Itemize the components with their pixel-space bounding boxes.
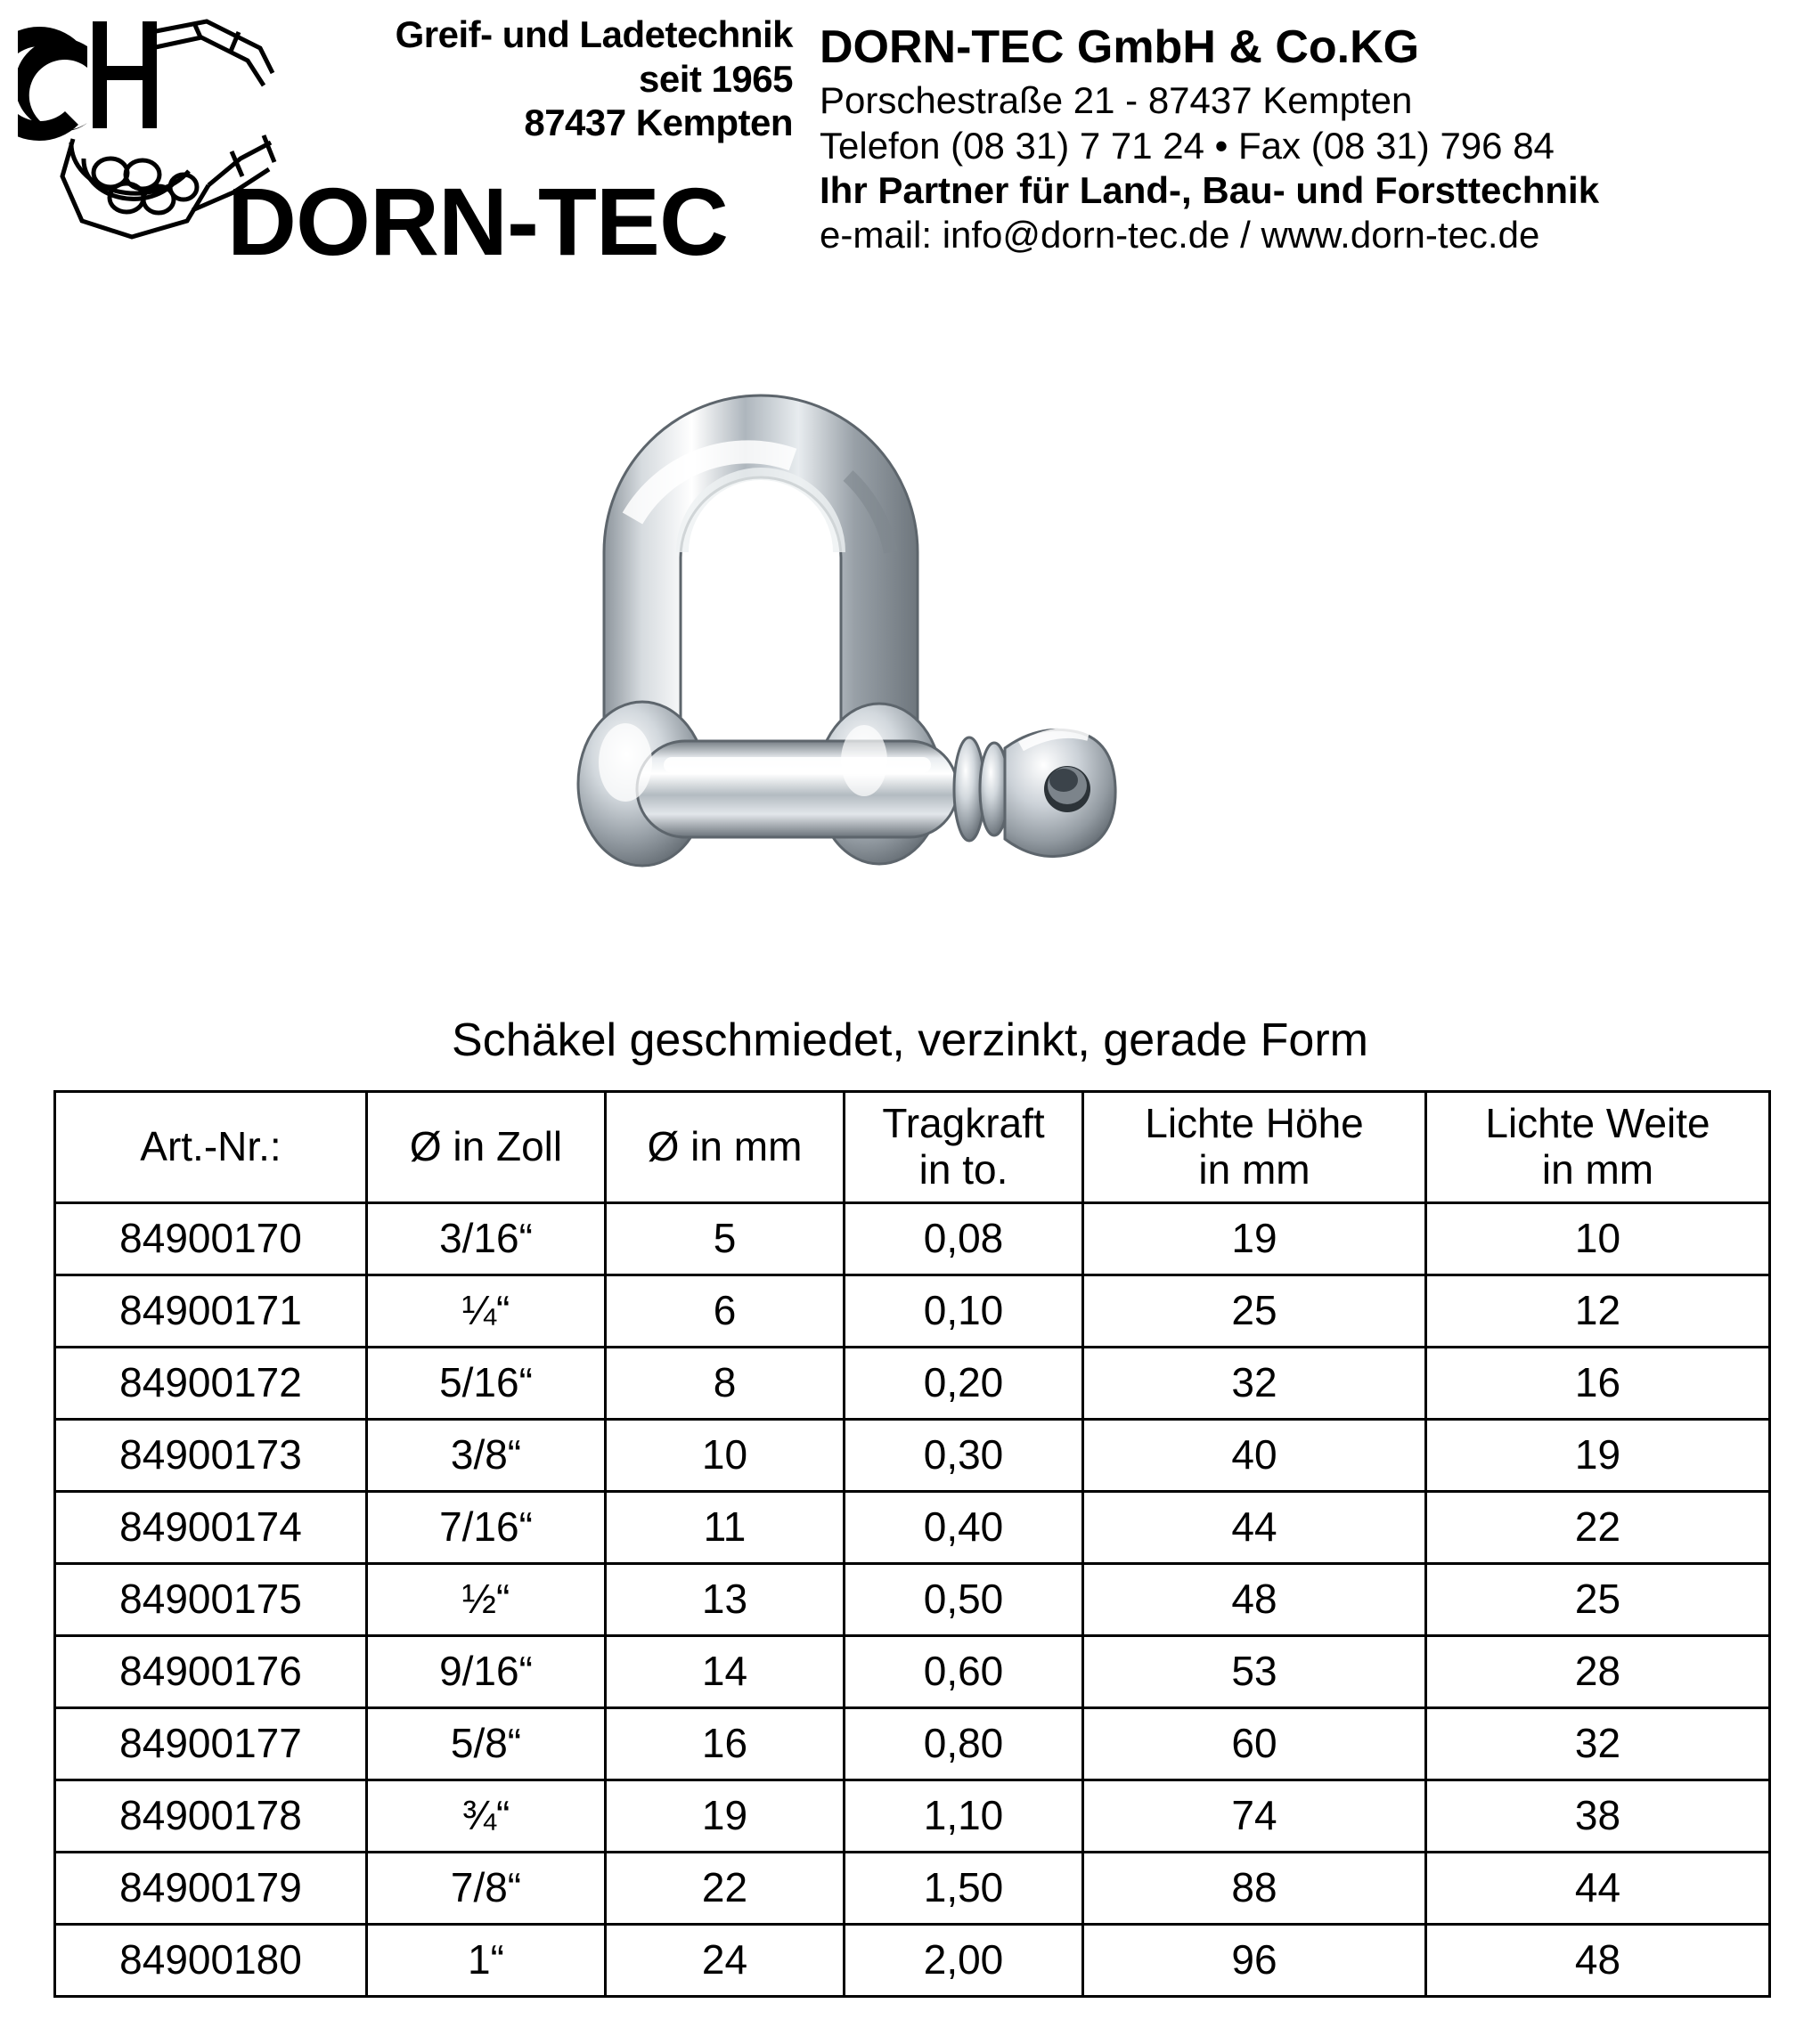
col-header-load-capacity-line1: Tragkraft: [882, 1100, 1045, 1147]
col-header-clear-height-line1: Lichte Höhe: [1145, 1100, 1364, 1147]
col-header-artnr: [55, 1092, 367, 1203]
cell-load-capacity: 1,10: [845, 1780, 1083, 1853]
cell-diameter-inch: 7/8“: [367, 1853, 606, 1925]
spec-table-body: [55, 1203, 1770, 1997]
table-row: [55, 1780, 1770, 1853]
cell-load-capacity: 0,20: [845, 1348, 1083, 1420]
company-name: DORN-TEC GmbH & Co.KG: [820, 21, 1420, 73]
col-header-diameter-inch-line1: Ø in Zoll: [409, 1123, 563, 1170]
cell-clear-width: 32: [1426, 1708, 1770, 1780]
cell-clear-width: 48: [1426, 1925, 1770, 1997]
cell-diameter-inch: 5/16“: [367, 1348, 606, 1420]
table-row: [55, 1925, 1770, 1997]
col-header-diameter-inch: [367, 1092, 606, 1203]
cell-artnr: 84900172: [55, 1348, 367, 1420]
cell-load-capacity: 0,80: [845, 1708, 1083, 1780]
cell-clear-height: 48: [1083, 1564, 1426, 1636]
col-header-clear-width-line2: in mm: [1541, 1146, 1654, 1193]
cell-diameter-inch: 9/16“: [367, 1636, 606, 1708]
col-header-diameter-mm: [606, 1092, 845, 1203]
cell-diameter-mm: 13: [606, 1564, 845, 1636]
cell-artnr: 84900174: [55, 1492, 367, 1564]
cell-load-capacity: 0,50: [845, 1564, 1083, 1636]
shackle-photo: [499, 285, 1318, 989]
cell-diameter-mm: 10: [606, 1420, 845, 1492]
cell-diameter-mm: 11: [606, 1492, 845, 1564]
cell-clear-height: 32: [1083, 1348, 1426, 1420]
col-header-clear-height-line2: in mm: [1198, 1146, 1310, 1193]
cell-clear-height: 53: [1083, 1636, 1426, 1708]
cell-clear-height: 40: [1083, 1420, 1426, 1492]
cell-clear-width: 22: [1426, 1492, 1770, 1564]
cell-diameter-mm: 5: [606, 1203, 845, 1275]
cell-clear-width: 10: [1426, 1203, 1770, 1275]
cell-clear-height: 19: [1083, 1203, 1426, 1275]
cell-clear-height: 88: [1083, 1853, 1426, 1925]
cell-clear-height: 60: [1083, 1708, 1426, 1780]
cell-artnr: 84900176: [55, 1636, 367, 1708]
cell-load-capacity: 0,60: [845, 1636, 1083, 1708]
cell-load-capacity: 0,10: [845, 1275, 1083, 1348]
col-header-clear-height: [1083, 1092, 1426, 1203]
cell-clear-width: 44: [1426, 1853, 1770, 1925]
cell-artnr: 84900171: [55, 1275, 367, 1348]
cell-clear-width: 25: [1426, 1564, 1770, 1636]
cell-diameter-inch: 3/16“: [367, 1203, 606, 1275]
cell-artnr: 84900175: [55, 1564, 367, 1636]
cell-diameter-mm: 14: [606, 1636, 845, 1708]
cell-diameter-mm: 22: [606, 1853, 845, 1925]
logo-tagline-1: Greif- und Ladetechnik: [395, 13, 793, 55]
company-address: Porschestraße 21 - 87437 Kempten: [820, 79, 1413, 122]
company-contact-block: [811, 9, 1802, 258]
cell-diameter-inch: 5/8“: [367, 1708, 606, 1780]
table-row: [55, 1275, 1770, 1348]
col-header-clear-width: [1426, 1092, 1770, 1203]
cell-diameter-inch: 1“: [367, 1925, 606, 1997]
cell-load-capacity: 0,30: [845, 1420, 1083, 1492]
company-slogan: Ihr Partner für Land-, Bau- und Forsttechnik: [820, 169, 1600, 212]
table-row: [55, 1564, 1770, 1636]
cell-artnr: 84900170: [55, 1203, 367, 1275]
cell-diameter-inch: ½“: [367, 1564, 606, 1636]
table-row: [55, 1492, 1770, 1564]
cell-diameter-mm: 24: [606, 1925, 845, 1997]
cell-load-capacity: 1,50: [845, 1853, 1083, 1925]
cell-clear-height: 74: [1083, 1780, 1426, 1853]
page-header: [0, 0, 1820, 276]
cell-clear-width: 28: [1426, 1636, 1770, 1708]
table-row: [55, 1420, 1770, 1492]
table-row: [55, 1853, 1770, 1925]
cell-clear-height: 25: [1083, 1275, 1426, 1348]
table-header-row: [55, 1092, 1770, 1203]
cell-diameter-inch: ¼“: [367, 1275, 606, 1348]
cell-clear-width: 38: [1426, 1780, 1770, 1853]
cell-artnr: 84900180: [55, 1925, 367, 1997]
cell-load-capacity: 0,40: [845, 1492, 1083, 1564]
logo-tagline-3: 87437 Kempten: [524, 102, 793, 144]
cell-load-capacity: 0,08: [845, 1203, 1083, 1275]
logo-brand-name: DORN-TEC: [227, 167, 728, 275]
product-image-area: [0, 276, 1820, 1006]
cell-artnr: 84900177: [55, 1708, 367, 1780]
cell-clear-height: 44: [1083, 1492, 1426, 1564]
product-caption: Schäkel geschmiedet, verzinkt, gerade Form: [452, 1014, 1368, 1066]
cell-diameter-inch: ¾“: [367, 1780, 606, 1853]
spec-table-head: [55, 1092, 1770, 1203]
table-row: [55, 1348, 1770, 1420]
col-header-diameter-mm-line1: Ø in mm: [647, 1123, 803, 1170]
table-row: [55, 1203, 1770, 1275]
cell-diameter-inch: 7/16“: [367, 1492, 606, 1564]
table-row: [55, 1708, 1770, 1780]
cell-diameter-mm: 16: [606, 1708, 845, 1780]
cell-diameter-mm: 19: [606, 1780, 845, 1853]
company-logo: [18, 9, 811, 275]
spec-table-wrapper: [0, 1090, 1820, 1998]
col-header-clear-width-line1: Lichte Weite: [1485, 1100, 1710, 1147]
cell-diameter-inch: 3/8“: [367, 1420, 606, 1492]
spec-table: [53, 1090, 1771, 1998]
cell-load-capacity: 2,00: [845, 1925, 1083, 1997]
cell-clear-width: 12: [1426, 1275, 1770, 1348]
company-email-web: e-mail: info@dorn-tec.de / www.dorn-tec.de: [820, 214, 1540, 257]
cell-artnr: 84900178: [55, 1780, 367, 1853]
cell-clear-width: 19: [1426, 1420, 1770, 1492]
cell-diameter-mm: 8: [606, 1348, 845, 1420]
company-phone-fax: Telefon (08 31) 7 71 24 • Fax (08 31) 796 84: [820, 124, 1555, 167]
cell-artnr: 84900179: [55, 1853, 367, 1925]
cell-diameter-mm: 6: [606, 1275, 845, 1348]
table-row: [55, 1636, 1770, 1708]
col-header-load-capacity: [845, 1092, 1083, 1203]
col-header-artnr-line1: Art.-Nr.:: [140, 1123, 282, 1170]
cell-clear-height: 96: [1083, 1925, 1426, 1997]
cell-clear-width: 16: [1426, 1348, 1770, 1420]
col-header-load-capacity-line2: in to.: [918, 1146, 1008, 1193]
cell-artnr: 84900173: [55, 1420, 367, 1492]
logo-tagline-2: seit 1965: [639, 57, 793, 100]
